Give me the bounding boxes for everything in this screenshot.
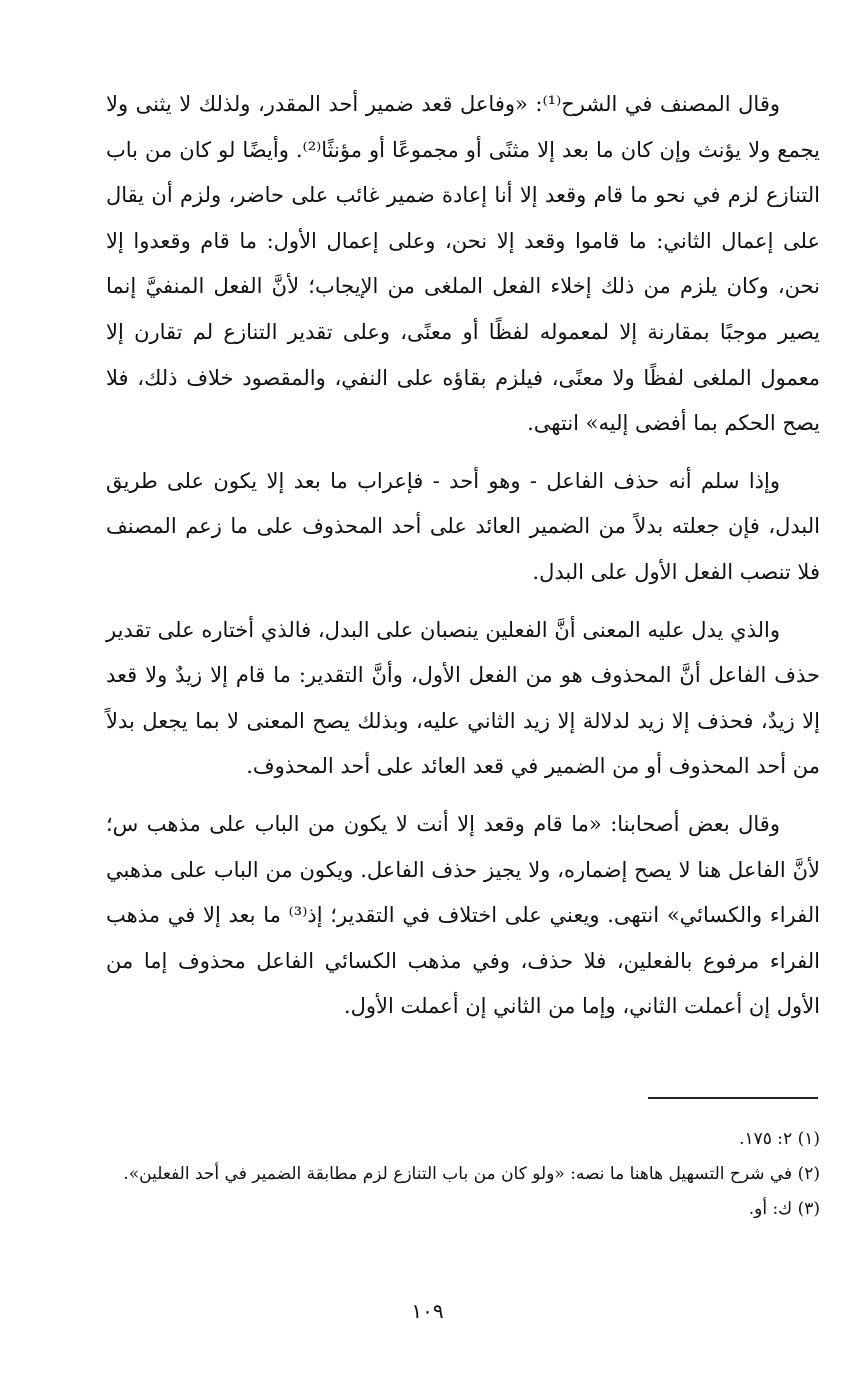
footnote-1: (١) ٢: ١٧٥. [739, 1129, 820, 1149]
page-number: ١٠٩ [411, 1299, 444, 1323]
footnotes [108, 1124, 820, 1229]
footnote-3: (٣) ك: أو. [748, 1199, 820, 1219]
footnote-2: (٢) في شرح التسهيل هاهنا ما نصه: «ولو كان من باب التنازع لزم مطابقة الضمير في أحد الفعلين». [123, 1164, 820, 1184]
paragraph-4: وقال بعض أصحابنا: «ما قام وقعد إلا أنت لا يكون من الباب على مذهب س؛ لأنَّ الفاعل هنا لا يصح إضماره، ولا يجيز حذف الفاعل. ويكون من الباب على مذهبي الفراء والكسائي» انتهى. ويعني على اختلاف في التقدير؛ إذ⁽³⁾ ما بعد إلا في مذهب الفراء مرفوع بالفعلين، فلا حذف، وفي مذهب الكسائي الفاعل محذوف إما من الأول إن أعملت الثاني، وإما من الثاني إن أعملت الأول. [106, 811, 821, 1019]
footnote-separator [648, 1097, 818, 1099]
main-text [106, 82, 820, 1042]
paragraph-2: وإذا سلم أنه حذف الفاعل - وهو أحد - فإعراب ما بعد إلا يكون على طريق البدل، فإن جعلته بدلاً من الضمير العائد على أحد المحذوف على ما زعم المصنف فلا تنصب الفعل الأول على البدل. [106, 468, 820, 584]
paragraph-3: والذي يدل عليه المعنى أنَّ الفعلين ينصبان على البدل، فالذي أختاره على تقدير حذف الفاعل أنَّ المحذوف هو من الفعل الأول، وأنَّ التقدير: ما قام إلا زيدٌ ولا قعد إلا زيدٌ، فحذف إلا زيد لدلالة إلا زيد الثاني عليه، وبذلك يصح المعنى لا بما يجعل بدلاً من أحد المحذوف أو من الضمير في قعد العائد على أحد المحذوف. [106, 617, 820, 779]
paragraph-1: وقال المصنف في الشرح⁽¹⁾: «وفاعل قعد ضمير أحد المقدر، ولذلك لا يثنى ولا يجمع ولا يؤنث وإن كان ما بعد إلا مثنًى أو مجموعًا أو مؤنثًا⁽²⁾. وأيضًا لو كان من باب التنازع لزم في نحو ما قام وقعد إلا أنا إعادة ضمير غائب على حاضر، ولزم أن يقال على إعمال الثاني: ما قاموا وقعد إلا نحن، وعلى إعمال الأول: ما قام وقعدوا إلا نحن، وكان يلزم من ذلك إخلاء الفعل الملغى من الإيجاب؛ لأنَّ الفعل المنفيَّ إنما يصير موجبًا بمقارنة إلا لمعموله لفظًا أو معنًى، وعلى تقدير التنازع لم تقارن إلا معمول الملغى لفظًا ولا معنًى، فيلزم بقاؤه على النفي، والمقصود خلاف ذلك، فلا يصح الحكم بما أفضى إليه» انتهى. [106, 92, 820, 436]
